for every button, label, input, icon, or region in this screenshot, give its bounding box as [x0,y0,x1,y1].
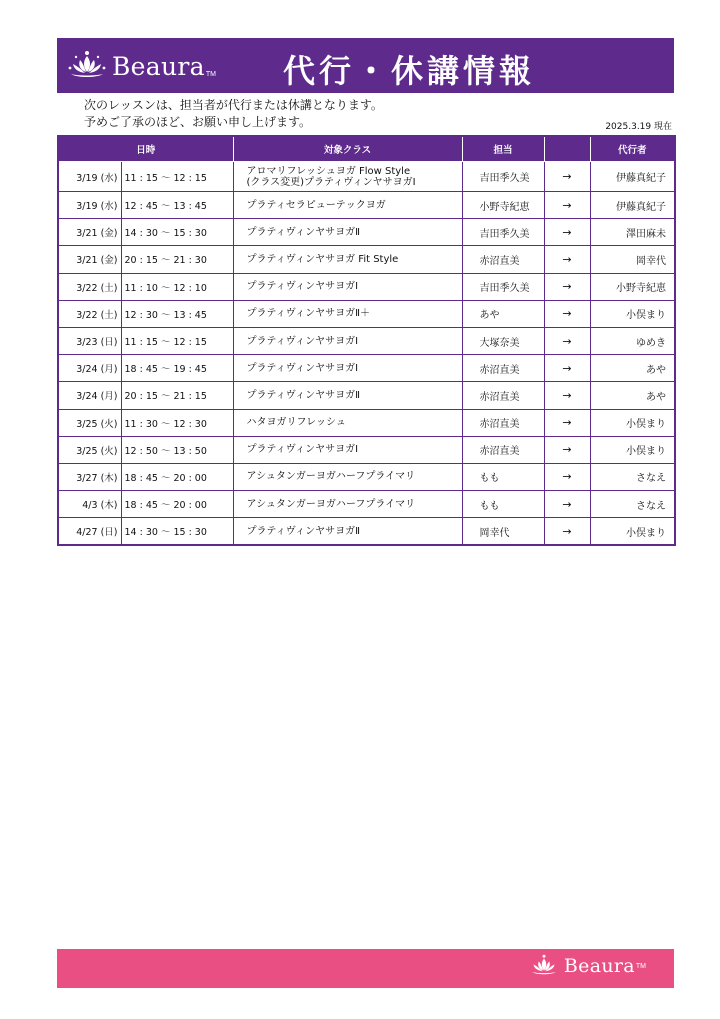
cell-instructor: 吉田季久美 [462,219,544,246]
class-name: プラティヴィンヤサヨガⅡ [246,226,361,238]
cell-arrow: → [544,436,590,463]
cell-class [233,382,462,409]
cell-time: 18 : 45 ～ 20 : 00 [121,491,233,518]
cell-instructor: 赤沼直美 [462,409,544,436]
cell-class [233,192,462,219]
footer-logo [529,954,646,978]
class-name: プラティヴィンヤサヨガⅡ [246,525,361,537]
class-name-line-2: (クラス変更)プラティヴィンヤサヨガⅠ [246,176,416,188]
class-name: アシュタンガーヨガハーフプライマリ [246,471,416,483]
intro-text [84,97,383,131]
cell-class [233,219,462,246]
cell-date: 3/25 (火) [58,409,121,436]
cell-instructor: あや [462,300,544,327]
cell-date: 4/3 (木) [58,491,121,518]
table-row [58,491,675,518]
brand-name: Beaura [112,51,205,81]
class-name: プラティヴィンヤサヨガⅠ [246,444,359,456]
header-datetime: 日時 [58,136,233,162]
table-row [58,382,675,409]
class-name: プラティヴィンヤサヨガⅠ [246,335,359,347]
cell-time: 12 : 45 ～ 13 : 45 [121,192,233,219]
cell-substitute: ゆめき [590,327,675,354]
cell-substitute: さなえ [590,491,675,518]
cell-arrow: → [544,219,590,246]
cell-time: 14 : 30 ～ 15 : 30 [121,518,233,546]
cell-substitute: あや [590,382,675,409]
cell-class [233,518,462,546]
header-substitute: 代行者 [590,136,675,162]
cell-time: 20 : 15 ～ 21 : 30 [121,246,233,273]
trademark: TM [205,71,216,78]
cell-substitute: 小俣まり [590,409,675,436]
cell-date: 3/22 (土) [58,300,121,327]
table-row [58,246,675,273]
cell-time: 18 : 45 ～ 19 : 45 [121,355,233,382]
cell-date: 4/27 (日) [58,518,121,546]
class-name: プラティヴィンヤサヨガ Fit Style [246,253,399,265]
cell-instructor: 吉田季久美 [462,162,544,192]
class-name: アロマリフレッシュヨガ Flow Style [246,165,411,177]
schedule-table [57,135,676,546]
cell-arrow: → [544,355,590,382]
table-row [58,327,675,354]
cell-arrow: → [544,518,590,546]
cell-instructor: 赤沼直美 [462,436,544,463]
cell-substitute: 小俣まり [590,300,675,327]
cell-substitute: 小野寺紀恵 [590,273,675,300]
cell-substitute: あや [590,355,675,382]
intro-line-1: 次のレッスンは、担当者が代行または休講となります。 [84,98,383,112]
table-row [58,273,675,300]
cell-date: 3/25 (火) [58,436,121,463]
cell-instructor: 岡幸代 [462,518,544,546]
cell-instructor: 吉田季久美 [462,273,544,300]
cell-instructor: 小野寺紀恵 [462,192,544,219]
cell-class [233,273,462,300]
cell-class [233,436,462,463]
cell-instructor: 大塚奈美 [462,327,544,354]
brand-logo [67,46,216,86]
cell-arrow: → [544,491,590,518]
class-name: プラティヴィンヤサヨガⅡ＋ [246,308,371,320]
footer-brand-name: Beaura [563,955,635,977]
cell-arrow: → [544,463,590,490]
intro-line-2: 予めご了承のほど、お願い申し上げます。 [84,115,312,129]
cell-date: 3/19 (水) [58,192,121,219]
cell-time: 11 : 10 ～ 12 : 10 [121,273,233,300]
cell-substitute: 小俣まり [590,518,675,546]
cell-arrow: → [544,327,590,354]
cell-time: 11 : 30 ～ 12 : 30 [121,409,233,436]
cell-date: 3/21 (金) [58,246,121,273]
cell-arrow: → [544,382,590,409]
cell-date: 3/24 (月) [58,382,121,409]
cell-class [233,355,462,382]
cell-substitute: 澤田麻未 [590,219,675,246]
cell-date: 3/19 (水) [58,162,121,192]
class-name: プラティヴィンヤサヨガⅠ [246,281,359,293]
cell-date: 3/24 (月) [58,355,121,382]
class-name: プラティヴィンヤサヨガⅡ [246,389,361,401]
cell-class [233,409,462,436]
cell-time: 14 : 30 ～ 15 : 30 [121,219,233,246]
cell-class [233,162,462,192]
lotus-icon [529,954,559,978]
cell-class [233,327,462,354]
cell-arrow: → [544,273,590,300]
cell-class [233,491,462,518]
table-row [58,409,675,436]
cell-instructor: 赤沼直美 [462,355,544,382]
cell-substitute: さなえ [590,463,675,490]
cell-date: 3/22 (土) [58,273,121,300]
header-instructor: 担当 [462,136,544,162]
table-header-row [58,136,675,162]
cell-arrow: → [544,409,590,436]
cell-class [233,300,462,327]
cell-class [233,246,462,273]
table-row [58,219,675,246]
cell-date: 3/21 (金) [58,219,121,246]
cell-date: 3/27 (木) [58,463,121,490]
cell-date: 3/23 (日) [58,327,121,354]
cell-arrow: → [544,192,590,219]
table-row [58,518,675,546]
page-title: 代行・休講情報 [283,52,536,90]
cell-substitute: 小俣まり [590,436,675,463]
cell-instructor: 赤沼直美 [462,246,544,273]
class-name: プラティセラピューテックヨガ [246,199,386,211]
page-header [57,38,674,93]
cell-substitute: 岡幸代 [590,246,675,273]
table-row [58,463,675,490]
class-name: プラティヴィンヤサヨガⅠ [246,362,359,374]
cell-time: 11 : 15 ～ 12 : 15 [121,162,233,192]
header-arrow [544,136,590,162]
as-of-date: 2025.3.19 現在 [605,122,672,132]
cell-time: 12 : 50 ～ 13 : 50 [121,436,233,463]
cell-time: 18 : 45 ～ 20 : 00 [121,463,233,490]
cell-arrow: → [544,300,590,327]
footer-trademark: TM [635,963,646,970]
cell-time: 11 : 15 ～ 12 : 15 [121,327,233,354]
cell-instructor: もも [462,463,544,490]
cell-instructor: もも [462,491,544,518]
cell-substitute: 伊藤真紀子 [590,192,675,219]
lotus-icon [67,50,107,82]
header-class: 対象クラス [233,136,462,162]
cell-class [233,463,462,490]
table-row [58,162,675,192]
table-row [58,436,675,463]
table-row [58,355,675,382]
cell-substitute: 伊藤真紀子 [590,162,675,192]
cell-instructor: 赤沼直美 [462,382,544,409]
cell-time: 12 : 30 ～ 13 : 45 [121,300,233,327]
table-row [58,300,675,327]
cell-arrow: → [544,162,590,192]
class-name: ハタヨガリフレッシュ [246,417,346,429]
table-row [58,192,675,219]
cell-time: 20 : 15 ～ 21 : 15 [121,382,233,409]
class-name: アシュタンガーヨガハーフプライマリ [246,498,416,510]
page-footer [57,949,674,988]
cell-arrow: → [544,246,590,273]
